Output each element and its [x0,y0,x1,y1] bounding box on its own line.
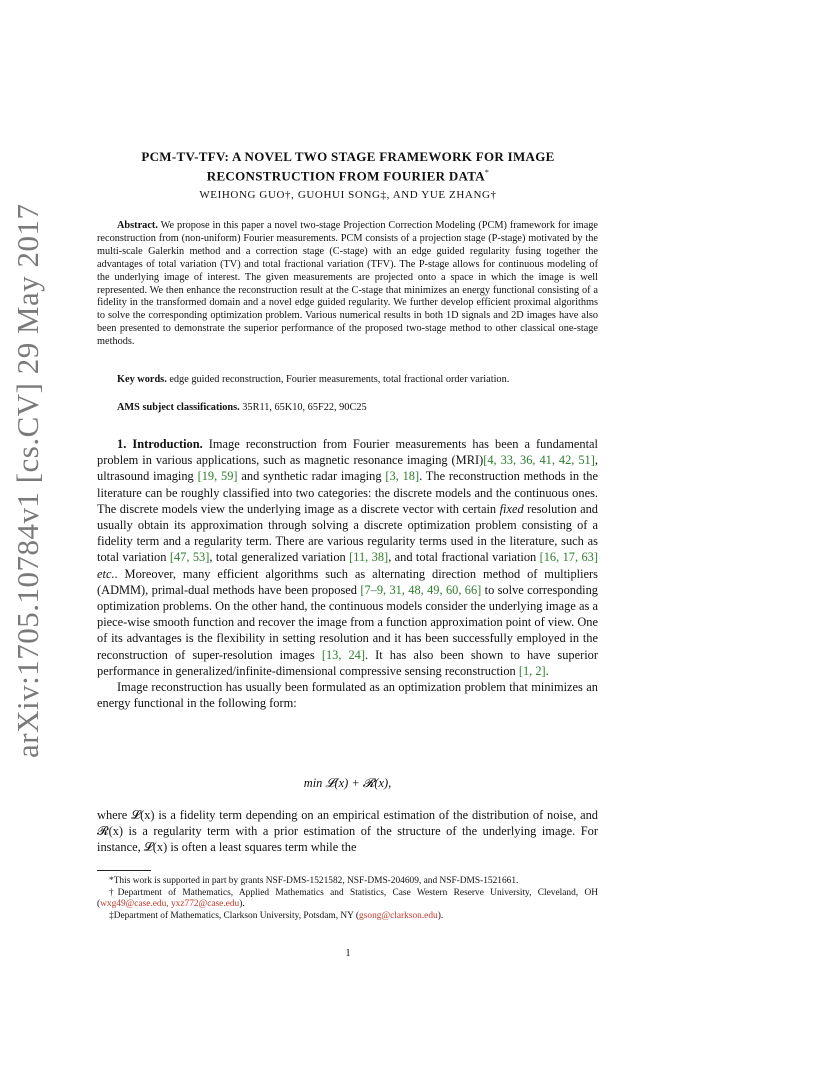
citation-link[interactable]: [7–9, 31, 48, 49, 60, 66] [360,582,482,597]
footnote-affiliation-clarkson: ‡Department of Mathematics, Clarkson University, Potsdam, NY (gsong@clarkson.edu). [109,911,444,922]
paper-title [96,149,600,184]
footnote-rule [97,870,151,871]
footnote-funding: *This work is supported in part by grants NSF-DMS-1521582, NSF-DMS-204609, and NSF-DMS-1521661. [109,876,519,886]
citation-link[interactable]: [19, 59] [197,469,238,484]
intro-paragraph-1: 1. Introduction. Image reconstruction from Fourier measurements has been a fundamental problem in various applications, such as magnetic resonance imaging (MRI)[4, 33, 36, 41, 42, 51], ultrasound imaging [19, 59] and synthetic radar imaging [3, 18]. The reconstruction methods in the literature can be roughly classified into two categories: the discrete models and the continuous ones. The discrete models view the underlying image as a discrete vector with certain fixed resolution and usually obtain its approximation through solving a discrete optimization problem consisting of a fidelity term and a regularity term. There are various regularity terms used in the literature, such as total variation [47, 53], total generalized variation [11, 38], and total fractional variation [16, 17, 63] etc.. Moreover, many efficient algorithms such as alternating direction method of multipliers (ADMM), primal-dual methods have been proposed [7–9, 31, 48, 49, 60, 66] to solve corresponding optimization problems. On the other hand, the continuous models consider the underlying image as a piece-wise smooth function and recover the image from a function approximation point of view. One of its advantages is the flexibility in setting resolution and it has been successfully employed in the reconstruction of super-resolution images [13, 24]. It has also been shown to have superior performance in generalized/infinite-dimensional compressive sensing reconstruction [1, 2]. [97,437,599,678]
page-number: 1 [345,948,351,959]
display-equation: min 𝓛(x) + 𝓡(x), [303,776,392,790]
keywords [117,374,598,385]
ams-text: 35R11, 65K10, 65F22, 90C25 [242,402,367,413]
author-list: WEIHONG GUO†, GUOHUI SONG‡, AND YUE ZHANG† [199,189,497,201]
citation-link[interactable]: [11, 38] [349,550,389,565]
intro-paragraph-2: Image reconstruction has usually been formulated as an optimization problem that minimizes an energy functional in the following form: [97,680,598,711]
footnotes [97,876,598,923]
citation-link[interactable]: [3, 18] [385,469,420,484]
abstract-text: We propose in this paper a novel two-stage Projection Correction Modeling (PCM) framework for image reconstruction from (non-uniform) Fourier measurements. PCM consists of a projection stage (P-stage) motivated by the multi-scale Galerkin method and a correction stage (C-stage) with an edge guided regularity fusing together the advantages of total variation (TV) and total fractional variation (TFV). The P-stage allows for continuous modeling of the underlying image of interest. The given measurements are projected onto a space in which the image is well represented. We then enhance the reconstruction result at the C-stage that minimizes an energy functional consisting of a fidelity in the transformed domain and a novel edge guided regularity. We further develop efficient proximal algorithms to solve the corresponding optimization problem. Various numerical results in both 1D signals and 2D images have also been presented to demonstrate the superior performance of the proposed two-stage method to other classical one-stage methods. [97,220,598,348]
arxiv-identifier-stamp: arXiv:1705.10784v1 [cs.CV] 29 May 2017 [10,203,45,758]
introduction-section [97,436,598,711]
ams-label: AMS subject classifications. [117,402,240,413]
citation-link[interactable]: [1, 2] [518,663,546,678]
citation-link[interactable]: [47, 53] [169,550,210,565]
email-link[interactable]: wxg49@case.edu, yxz772@case.edu [100,899,240,910]
title-line-1: PCM-TV-TFV: A NOVEL TWO STAGE FRAMEWORK FOR IMAGE [141,149,555,164]
intro-paragraph-3: where 𝓛(x) is a fidelity term depending on an empirical estimation of the distribution of noise, and 𝓡(x) is a regularity term with a prior estimation of the structure of the underlying image. For instance, 𝓛(x) is often a least squares term while the [97,808,598,855]
citation-link[interactable]: [4, 33, 36, 41, 42, 51] [483,453,595,468]
abstract [97,220,598,349]
intro-paragraph-3-container [97,807,598,856]
email-link[interactable]: gsong@clarkson.edu [359,911,438,922]
ams-classifications [117,402,598,413]
title-line-2: RECONSTRUCTION FROM FOURIER DATA* [206,168,490,184]
citation-link[interactable]: [13, 24] [321,647,366,662]
section-heading: 1. Introduction. [117,437,203,451]
keywords-text: edge guided reconstruction, Fourier measurements, total fractional order variation. [169,374,510,385]
abstract-label: Abstract. [117,220,158,231]
footnote-affiliation-case: †Department of Mathematics, Applied Mathematics and Statistics, Case Western Reserve University, Cleveland, OH (wxg49@case.edu, yxz772@case.edu). [97,887,598,910]
keywords-label: Key words. [117,374,167,385]
citation-link[interactable]: [16, 17, 63] [539,550,598,565]
